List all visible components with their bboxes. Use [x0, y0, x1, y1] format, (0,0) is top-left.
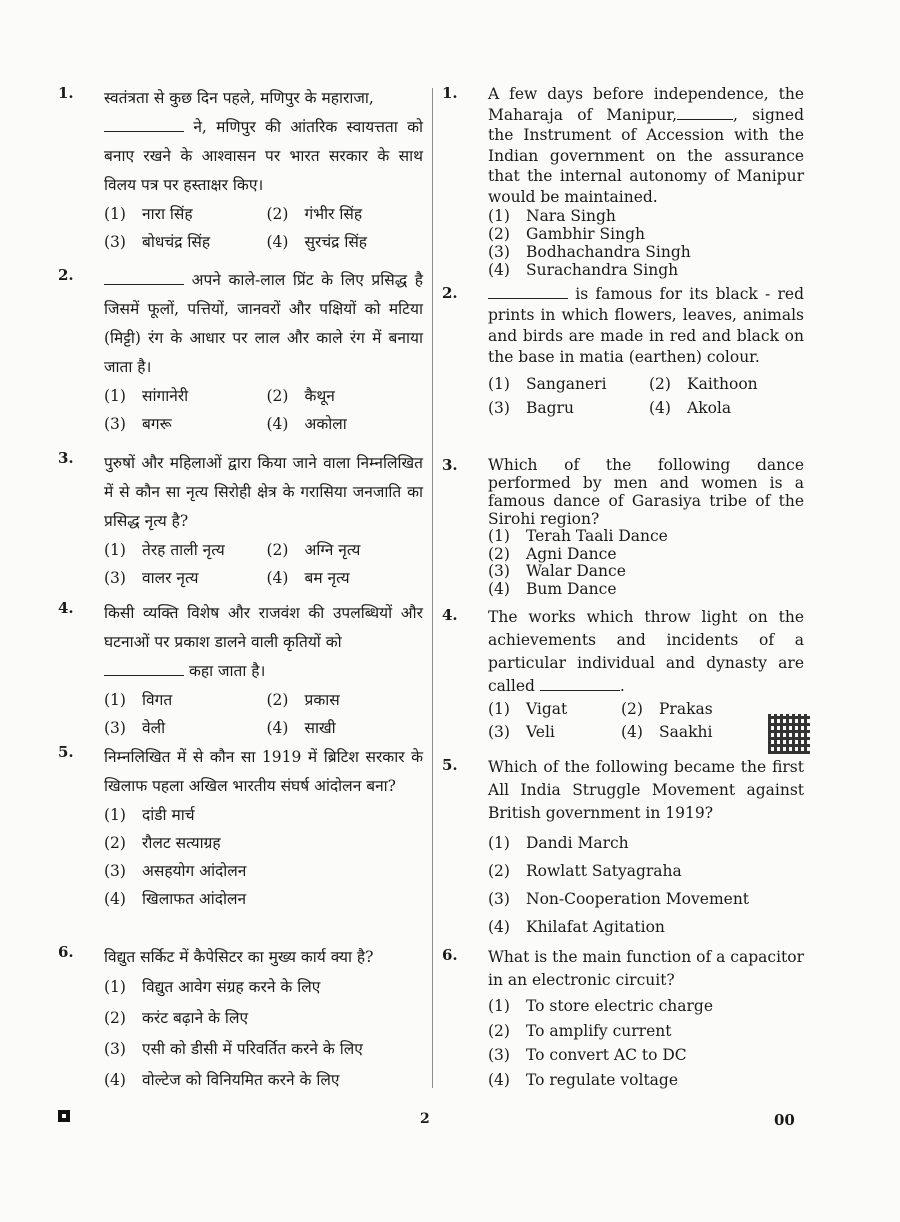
hindi-question-5: [58, 743, 423, 943]
hindi-question-3: [58, 449, 423, 599]
options: [488, 698, 748, 744]
option: (4) Surachandra Singh: [488, 261, 679, 279]
option: (2) प्रकास: [266, 691, 340, 709]
column-divider: [432, 88, 433, 1088]
page-number: 2: [420, 1111, 430, 1127]
option: (3) Non-Cooperation Movement: [488, 890, 750, 908]
question-number: 5.: [442, 756, 458, 774]
stem-text-after: is famous for its black - red prints in which flowers, leaves, animals and birds are made in red and black on the base in matia (earthen) colour.: [488, 285, 804, 366]
question-stem: [104, 266, 423, 382]
answer-blank: [104, 270, 184, 285]
options: [488, 994, 804, 1092]
option: (2) Gambhir Singh: [488, 225, 645, 243]
option: (4) Saakhi: [621, 723, 713, 741]
option: (1) Vigat: [488, 700, 568, 718]
question-number: 6.: [58, 943, 74, 961]
question-number: 1.: [58, 84, 74, 102]
stem-text: A few days before independence, the Maharaja of Manipur,: [488, 85, 804, 124]
option: (4) साखी: [266, 719, 336, 737]
hindi-question-1: [58, 84, 423, 266]
english-question-6: [442, 946, 804, 1092]
english-question-3: [442, 456, 804, 606]
option: (4) वोल्टेज को विनियमित करने के लिए: [104, 1071, 340, 1089]
options: [104, 801, 423, 913]
stem-text: The works which throw light on the achievements and incidents of a particular individual and dynasty are called: [488, 608, 804, 695]
option: (3) असहयोग आंदोलन: [104, 862, 247, 880]
option: (1) Dandi March: [488, 834, 629, 852]
option: (3) Walar Dance: [488, 562, 626, 580]
question-number: 1.: [442, 84, 458, 102]
option: (2) अग्नि नृत्य: [266, 541, 361, 559]
option: (3) वालर नृत्य: [104, 569, 199, 587]
option: (2) To amplify current: [488, 1021, 672, 1040]
answer-blank: [540, 676, 620, 691]
option: (1) नारा सिंह: [104, 205, 193, 223]
option: (1) तेरह ताली नृत्य: [104, 541, 225, 559]
option: (3) वेली: [104, 719, 166, 737]
english-question-4: [442, 606, 804, 756]
stem-text-after: .: [619, 677, 625, 695]
question-stem: विद्युत सर्किट में कैपेसिटर का मुख्य कार्य क्या है?: [104, 948, 374, 966]
options: [104, 382, 423, 438]
question-stem: Which of the following became the first All India Struggle Movement against British government in 1919?: [488, 758, 804, 822]
question-stem: [488, 606, 804, 698]
option: (3) बोधचंद्र सिंह: [104, 233, 211, 251]
options: [104, 200, 423, 256]
question-stem: What is the main function of a capacitor in an electronic circuit?: [488, 948, 804, 989]
english-question-2: [442, 284, 804, 456]
option: (3) Bodhachandra Singh: [488, 243, 691, 261]
option: (4) Akola: [649, 399, 732, 417]
option: (3) Bagru: [488, 399, 574, 417]
hindi-column: [58, 84, 423, 1096]
option: (3) To convert AC to DC: [488, 1046, 687, 1064]
stem-text-after: ने, मणिपुर की आंतरिक स्वायत्तता को बनाए रखने के आश्वासन पर भारत सरकार के साथ विलय पत्र पर हस्ताक्षर किए।: [104, 118, 423, 194]
question-number: 3.: [58, 449, 74, 467]
options: [104, 686, 423, 742]
option: (1) Sanganeri: [488, 375, 607, 393]
option: (4) बम नृत्य: [266, 569, 350, 587]
options: [488, 372, 804, 420]
option: (4) Khilafat Agitation: [488, 918, 665, 936]
stem-text-after: कहा जाता है।: [188, 662, 266, 680]
option: (4) खिलाफत आंदोलन: [104, 890, 247, 908]
option: (2) करंट बढ़ाने के लिए: [104, 1009, 249, 1027]
options: [488, 528, 804, 598]
question-number: 3.: [442, 456, 458, 474]
question-stem: पुरुषों और महिलाओं द्वारा किया जाने वाला निम्नलिखित में से कौन सा नृत्य सिरोही क्षेत्र के गरासिया जनजाति का प्रसिद्ध नृत्य है?: [104, 454, 423, 530]
answer-blank: [488, 284, 568, 299]
question-stem: [488, 284, 804, 368]
question-stem: निम्नलिखित में से कौन सा 1919 में ब्रिटिश सरकार के खिलाफ पहला अखिल भारतीय संघर्ष आंदोलन बना?: [104, 748, 423, 795]
options: [488, 207, 804, 279]
option: (3) बगरू: [104, 415, 172, 433]
question-stem: [488, 84, 804, 207]
stem-text-after: , signed the Instrument of Accession with the Indian government on the assurance that the internal autonomy of Manipur would be maintained.: [488, 105, 805, 206]
hindi-question-6: [58, 943, 423, 1096]
option: (1) Terah Taali Dance: [488, 527, 668, 545]
answer-blank: [104, 661, 184, 676]
option: (2) Prakas: [621, 700, 713, 718]
question-stem: [104, 599, 423, 686]
option: (3) एसी को डीसी में परिवर्तित करने के लिए: [104, 1040, 363, 1058]
stem-text: किसी व्यक्ति विशेष और राजवंश की उपलब्धियों और घटनाओं पर प्रकाश डालने वाली कृतियों को: [104, 604, 423, 651]
option: (3) Veli: [488, 723, 555, 741]
option: (1) To store electric charge: [488, 997, 714, 1015]
option: (1) दांडी मार्च: [104, 806, 195, 824]
option: (2) Agni Dance: [488, 544, 617, 563]
option: (2) गंभीर सिंह: [266, 205, 363, 223]
question-number: 4.: [58, 599, 74, 617]
question-number: 2.: [442, 284, 458, 302]
option: (2) Rowlatt Satyagraha: [488, 862, 682, 880]
question-number: 2.: [58, 266, 74, 284]
question-number: 5.: [58, 743, 74, 761]
option: (2) रौलट सत्याग्रह: [104, 834, 221, 852]
option: (4) Bum Dance: [488, 579, 617, 598]
option: (4) To regulate voltage: [488, 1070, 679, 1089]
booklet-code: 00: [774, 1111, 795, 1129]
english-column: [442, 84, 804, 1092]
option: (2) कैथून: [266, 387, 335, 405]
option: (1) विगत: [104, 691, 173, 709]
answer-blank: [677, 105, 733, 120]
question-stem: [104, 84, 423, 200]
option: (1) Nara Singh: [488, 207, 616, 225]
stem-text: स्वतंत्रता से कुछ दिन पहले, मणिपुर के महाराजा,: [104, 89, 374, 107]
option: (1) सांगानेरी: [104, 387, 189, 405]
answer-blank: [104, 117, 184, 132]
option: (2) Kaithoon: [649, 375, 758, 393]
hindi-question-4: [58, 599, 423, 743]
options: [104, 536, 423, 592]
english-question-5: [442, 756, 804, 946]
options: [104, 972, 423, 1096]
english-question-1: [442, 84, 804, 284]
hindi-question-2: [58, 266, 423, 449]
footer-square-icon: [58, 1110, 70, 1122]
question-number: 6.: [442, 946, 458, 964]
options: [488, 829, 804, 941]
option: (1) विद्युत आवेग संग्रह करने के लिए: [104, 978, 321, 996]
question-stem: Which of the following dance performed by men and women is a famous dance of Garasiya tribe of the Sirohi region?: [488, 456, 804, 528]
question-number: 4.: [442, 606, 458, 624]
option: (4) अकोला: [266, 415, 347, 433]
stem-text-after: अपने काले-लाल प्रिंट के लिए प्रसिद्ध है जिसमें फूलों, पत्तियों, जानवरों और पक्षियों को मटिया (मिट्टी) रंग के आधार पर लाल और काले रंग में बनाया जाता है।: [104, 271, 423, 376]
option: (4) सुरचंद्र सिंह: [266, 233, 368, 251]
qr-code-icon: [768, 714, 810, 754]
